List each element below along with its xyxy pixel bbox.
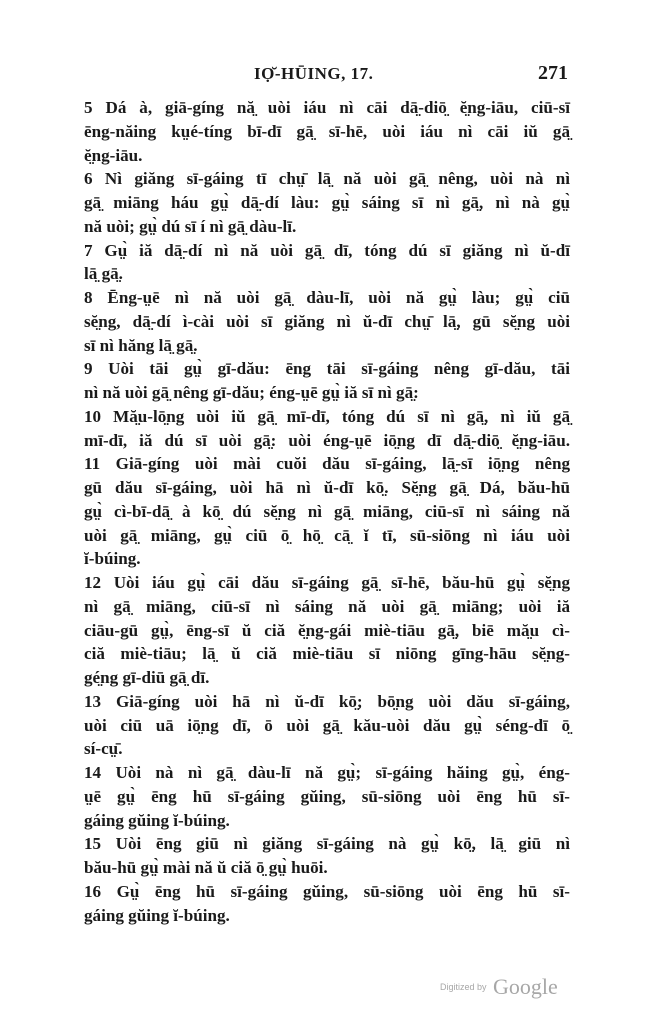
text-line: lā̤ gā̤.: [84, 264, 123, 284]
text-line: ṳē gṳ̀ ēng hū sī-gáing gŭing, sū-siōng uòi ēng hū sī-: [84, 786, 570, 806]
text-line: nì gā̤ miāng, ciū-sī nì sáing nă uòi gā̤ miāng; uòi iă: [84, 596, 570, 616]
text-line: 8 Ēng-ṳē nì nă uòi gā̤ dàu-lī, uòi nă gṳ̀ làu; gṳ̀ ciū: [84, 288, 570, 307]
verse-16: [84, 880, 570, 928]
text-line: ĭ-búing.: [84, 549, 141, 569]
page-header: [88, 58, 568, 90]
page-number: 271: [538, 62, 568, 84]
text-line: 5 Dá à, giā-gíng nă̤ uòi iáu nì cāi dā̤-diō̤ ĕ̤ng-iāu, ciū-sī: [84, 98, 570, 117]
text-line: 11 Giā-gíng uòi mài cuŏi dău sī-gáing, lā̤-sī iō̤ng nêng: [84, 454, 570, 474]
text-line: gáing gŭing ĭ-búing.: [84, 810, 230, 830]
text-line: ciă miè-tiāu; lā̤ ŭ ciă miè-tiāu sī niōng gīng-hāu sĕ̤ng-: [84, 644, 570, 664]
text-line: nă uòi; gṳ̀ dú sī í nì gā̤ dàu-lī.: [84, 216, 297, 236]
verse-14: [84, 761, 570, 832]
google-logo: Google: [492, 974, 558, 999]
text-line: nì nă uòi gā̤ nêng gī-dău; éng-ṳē gṳ̀ iă sī nì gā̤:: [84, 383, 419, 402]
text-line: uòi gā̤ miāng, gṳ̀ ciū ō̤ hō̤ cā̤ ĭ tī, sū-siōng nì iáu uòi: [84, 525, 570, 545]
verse-9: [84, 357, 570, 405]
text-line: gṳ̀ cì-bī-dā̤ à kō̤ dú sĕ̤ng nì gā̤ miāng, ciū-sī nì sáing nă: [84, 501, 570, 521]
digitized-by-watermark: [440, 974, 558, 1000]
text-line: gáing gŭing ĭ-búing.: [84, 905, 230, 925]
text-line: bău-hū gṳ̀ mài nă ŭ ciă ō̤ gṳ̀ huōi.: [84, 858, 328, 877]
text-line: 6 Nì giăng sī-gáing tī chṳ̄ lā̤ nă uòi gā̤ nêng, uòi nà nì: [84, 169, 570, 189]
text-line: 7 Gṳ̀ iă dā̤-dí nì nă uòi gā̤ dī, tóng dú sī giăng nì ŭ-dī: [84, 240, 570, 260]
text-line: 16 Gṳ̀ ēng hū sī-gáing gŭing, sū-siōng uòi ēng hū sī-: [84, 881, 570, 901]
text-line: uòi ciū uā iō̤ng dī, ō uòi gā̤ kău-uòi dău gṳ̀ séng-dī ō̤: [84, 715, 570, 735]
text-line: gā̤ miāng háu gṳ̀ dā̤-dí làu: gṳ̀ sáing sī nì gā̤, nì nà gṳ̀: [84, 193, 570, 212]
text-line: gū dău sī-gáing, uòi hā nì ŭ-dī kō̤. Sĕ̤ng gā̤ Dá, bău-hū: [84, 478, 570, 497]
text-line: 13 Giā-gíng uòi hā nì ŭ-dī kō̤; bō̤ng uòi dău sī-gáing,: [84, 691, 570, 711]
body-text: [84, 96, 570, 927]
text-line: 10 Mă̤u-lō̤ng uòi iŭ gā̤ mī-dī, tóng dú sī nì gā̤, nì iŭ gā̤: [84, 406, 570, 426]
verse-8: [84, 286, 570, 357]
text-line: sĕ̤ng, dā̤-dí ì-cài uòi sī giăng nì ŭ-dī chṳ̄ lā̤, gū sĕ̤ng uòi: [84, 311, 570, 331]
text-line: 15 Uòi ēng giū nì giăng sī-gáing nà gṳ̀ kō̤, lā̤ giū nì: [84, 834, 570, 854]
verse-13: [84, 690, 570, 761]
text-line: 14 Uòi nà nì gā̤ dàu-lī nă gṳ̀; sī-gáing hăing gṳ̀, éng-: [84, 763, 570, 782]
text-line: ēng-năing kṳé-tíng bī-dī gā̤ sī-hē, uòi iáu nì cāi iŭ gā̤: [84, 121, 570, 141]
text-line: 12 Uòi iáu gṳ̀ cāi dău sī-gáing gā̤ sī-hē, bău-hū gṳ̀ sĕ̤ng: [84, 573, 570, 592]
text-line: ciāu-gū gṳ̀, ēng-sī ŭ ciă ĕ̤ng-gái miè-tiāu gā̤, biē mă̤u cì-: [84, 620, 570, 640]
verse-7: [84, 239, 570, 287]
text-line: mī-dī, iă dú sī uòi gā̤: uòi éng-ṳē iō̤ng dī dā̤-diō̤ ĕ̤ng-iāu.: [84, 430, 570, 450]
verse-15: [84, 832, 570, 880]
text-line: ĕ̤ng-iāu.: [84, 145, 143, 165]
verse-10: [84, 405, 570, 453]
running-head: IỌ̆-HŪING, 17.: [254, 64, 374, 83]
text-line: sí-cṳ̄.: [84, 739, 123, 759]
text-line: 9 Uòi tāi gṳ̀ gī-dău: ēng tāi sī-gáing nêng gī-dău, tāi: [84, 359, 570, 379]
text-line: sī nì hăng lā̤ gā̤.: [84, 335, 198, 355]
verse-12: [84, 571, 570, 690]
verse-11: [84, 452, 570, 571]
text-line: gé̤ng gī-diū gā̤ dī.: [84, 668, 210, 687]
verse-6: [84, 167, 570, 238]
watermark-prefix: Digitized by: [440, 982, 487, 992]
verse-5: [84, 96, 570, 167]
